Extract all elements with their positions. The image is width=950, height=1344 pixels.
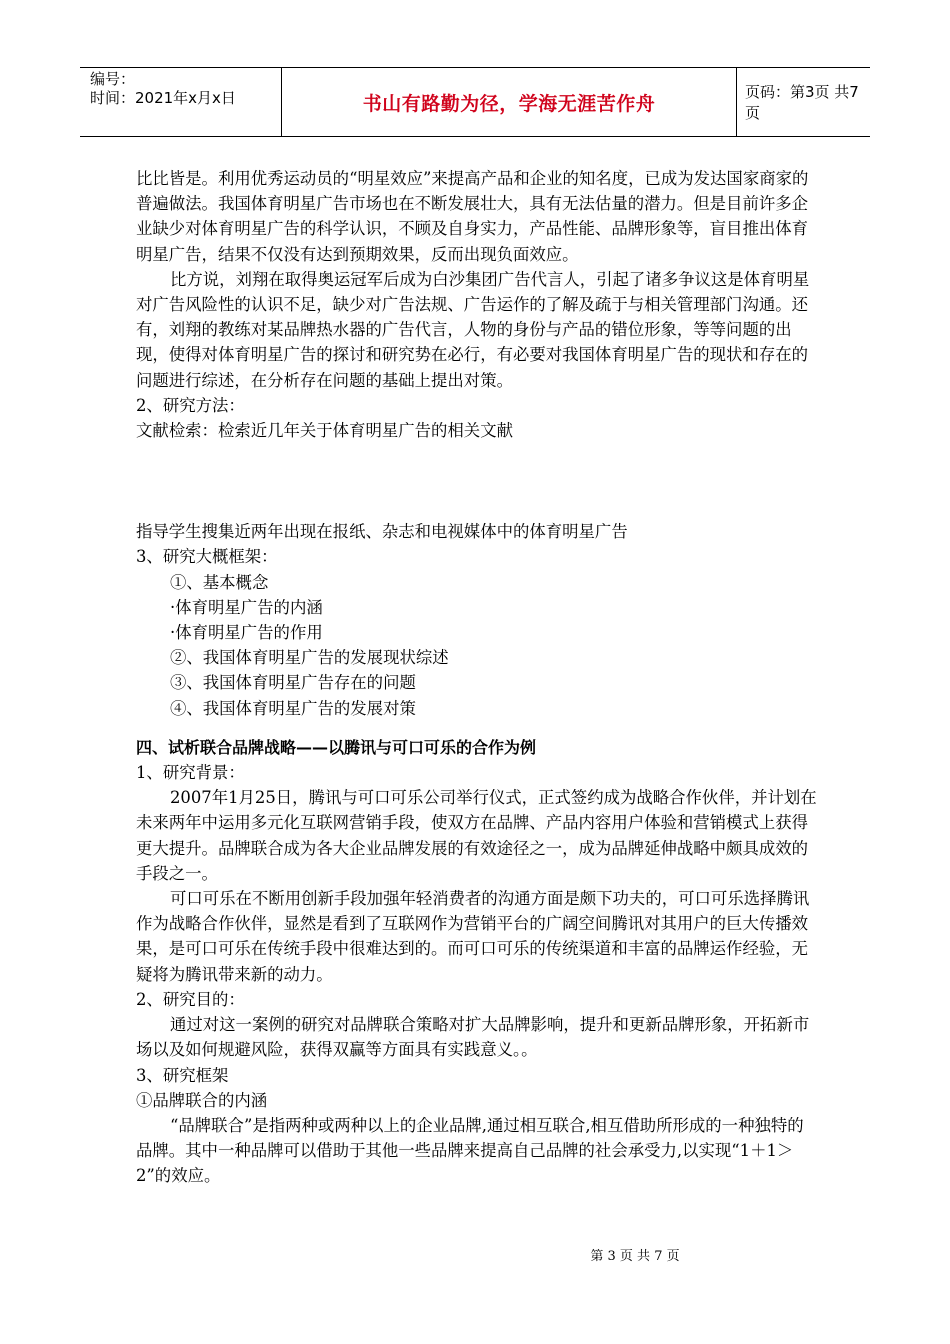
paragraph: 通过对这一案例的研究对品牌联合策略对扩大品牌影响，提升和更新品牌形象，开拓新市场以及如何规避风险，获得双赢等方面具有实践意义。。: [136, 1015, 810, 1060]
framework-item: ·体育明星广告的内涵: [170, 597, 323, 617]
document-body: [136, 166, 820, 1189]
header-motto: 书山有路勤为径，学海无涯苦作舟: [362, 92, 656, 115]
page-footer: 第 3 页 共 7 页: [590, 1249, 680, 1264]
framework-item: ②、我国体育明星广告的发展现状综述: [170, 648, 449, 668]
section-title: 3、研究大概框架：: [136, 547, 278, 567]
paragraph: “品牌联合”是指两种或两种以上的企业品牌,通过相互联合,相互借助所形成的一种独特的品牌。其中一种品牌可以借助于其他一些品牌来提高自己品牌的社会承受力,以实现“1＋1＞2”的效应。: [136, 1115, 804, 1186]
framework-item: ①、基本概念: [170, 572, 269, 592]
header-motto-cell: [282, 68, 737, 136]
framework-item: ①品牌联合的内涵: [136, 1090, 268, 1110]
paragraph: 比比皆是。利用优秀运动员的“明星效应”来提高产品和企业的知名度，已成为发达国家商家的普遍做法。我国体育明星广告市场也在不断发展壮大，具有无法估量的潜力。但是目前许多企业缺少对体育明星广告的科学认识，不顾及自身实力，产品性能、品牌形象等，盲目推出体育明星广告，结果不仅没有达到预期效果，反而出现负面效应。: [136, 169, 809, 264]
method-item: 文献检索：检索近几年关于体育明星广告的相关文献: [136, 421, 513, 441]
header-meta: [80, 68, 282, 136]
section-title: 2、研究方法：: [136, 395, 245, 415]
doc-number-label: 编号：: [90, 70, 136, 88]
paragraph: 2007年1月25日，腾讯与可口可乐公司举行仪式，正式签约成为战略合作伙伴，并计划在未来两年中运用多元化互联网营销手段，使双方在品牌、产品内容用户体验和营销模式上获得更大提升。品牌联合成为各大企业品牌发展的有效途径之一，成为品牌延伸战略中颇具成效的手段之一。: [136, 788, 817, 883]
section-title: 2、研究目的：: [136, 989, 245, 1009]
doc-time-label: 时间：2021年x月x日: [90, 89, 236, 107]
paragraph: 可口可乐在不断用创新手段加强年轻消费者的沟通方面是颇下功夫的，可口可乐选择腾讯作为战略合作伙伴，显然是看到了互联网作为营销平台的广阔空间腾讯对其用户的巨大传播效果，是可口可乐在传统手段中很难达到的。而可口可乐的传统渠道和丰富的品牌运作经验，无疑将为腾讯带来新的动力。: [136, 889, 810, 984]
method-item: 指导学生搜集近两年出现在报纸、杂志和电视媒体中的体育明星广告: [136, 522, 628, 542]
header-page-info: 页码：第3页 共7页: [745, 83, 859, 122]
section-heading: 四、试析联合品牌战略——以腾讯与可口可乐的合作为例: [136, 737, 537, 757]
section-title: 3、研究框架: [136, 1065, 229, 1085]
paragraph: 比方说，刘翔在取得奥运冠军后成为白沙集团广告代言人，引起了诸多争议这是体育明星对广告风险性的认识不足，缺少对广告法规、广告运作的了解及疏于与相关管理部门沟通。还有，刘翔的教练对某品牌热水器的广告代言，人物的身份与产品的错位形象，等等问题的出现，使得对体育明星广告的探讨和研究势在必行，有必要对我国体育明星广告的现状和存在的问题进行综述，在分析存在问题的基础上提出对策。: [136, 269, 810, 390]
framework-item: ④、我国体育明星广告的发展对策: [170, 698, 416, 718]
section-title: 1、研究背景：: [136, 763, 245, 783]
framework-item: ·体育明星广告的作用: [170, 623, 323, 643]
page-header: [80, 67, 870, 137]
framework-item: ③、我国体育明星广告存在的问题: [170, 673, 416, 693]
